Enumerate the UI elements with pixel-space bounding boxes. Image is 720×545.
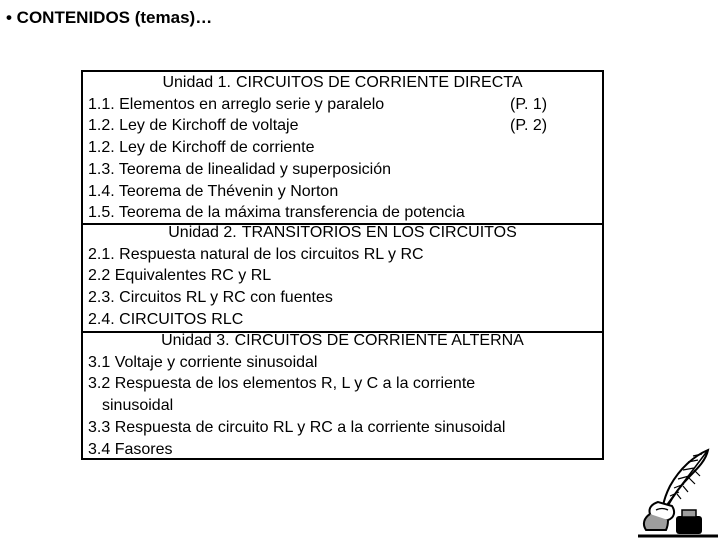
topic-3-4: 3.4 Fasores — [88, 440, 173, 458]
topic-2-1: 2.1. Respuesta natural de los circuitos RL y RC — [88, 245, 424, 263]
unit-3-title: CIRCUITOS DE CORRIENTE ALTERNA — [234, 332, 524, 349]
topic-3-1: 3.1 Voltaje y corriente sinusoidal — [88, 353, 318, 371]
topic-text: 1.1. Elementos en arreglo serie y paralelo — [88, 95, 385, 113]
topic-1-2-voltage — [83, 115, 602, 137]
unit-1-title: CIRCUITOS DE CORRIENTE DIRECTA — [235, 74, 523, 91]
topic-2-3: 2.3. Circuitos RL y RC con fuentes — [88, 289, 333, 307]
page-reference: (P. 1) — [510, 95, 548, 113]
unit-3-section — [83, 331, 602, 458]
page-reference: (P. 2) — [510, 117, 548, 135]
topic-text-continuation: sinusoidal — [102, 397, 174, 415]
unit-1-label: Unidad 1. — [162, 74, 231, 91]
topic-1-2-current: 1.2. Ley de Kirchoff de corriente — [88, 139, 315, 157]
unit-1-heading — [83, 72, 602, 94]
topic-3-3: 3.3 Respuesta de circuito RL y RC a la corriente sinusoidal — [88, 418, 506, 436]
topic-text: 3.2 Respuesta de los elementos R, L y C a la corriente — [88, 375, 476, 393]
unit-3-heading — [83, 330, 602, 352]
unit-3-label: Unidad 3. — [161, 332, 230, 349]
unit-1-section — [83, 72, 602, 223]
topic-1-5: 1.5. Teorema de la máxima transferencia de potencia — [88, 204, 465, 222]
topic-text: 1.2. Ley de Kirchoff de voltaje — [88, 117, 299, 135]
topic-2-2: 2.2 Equivalentes RC y RL — [88, 267, 272, 285]
unit-2-label: Unidad 2. — [168, 224, 237, 241]
topic-1-4: 1.4. Teorema de Thévenin y Norton — [88, 182, 339, 200]
topic-1-1 — [83, 94, 602, 116]
slide-title: • CONTENIDOS (temas)… — [6, 8, 213, 27]
contents-table — [81, 70, 604, 460]
unit-2-title: TRANSITORIOS EN LOS CIRCUITOS — [241, 224, 517, 241]
unit-2-section — [83, 223, 602, 331]
unit-2-heading — [83, 222, 602, 244]
topic-1-3: 1.3. Teorema de linealidad y superposición — [88, 160, 392, 178]
topic-3-2 — [83, 373, 602, 416]
topic-2-4: 2.4. CIRCUITOS RLC — [88, 310, 244, 328]
quill-pen-hand-icon — [636, 446, 720, 540]
